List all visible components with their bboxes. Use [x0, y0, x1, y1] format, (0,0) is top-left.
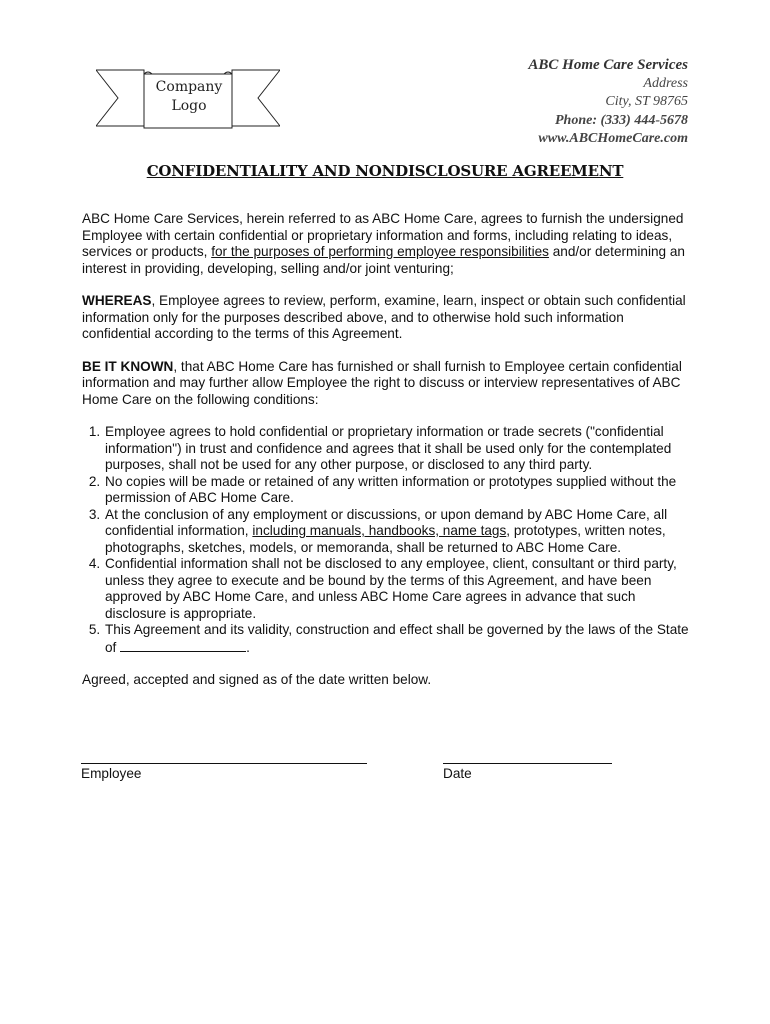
employee-signature-line[interactable] [81, 763, 367, 781]
be-it-known-paragraph: BE IT KNOWN, that ABC Home Care has furnished or shall furnish to Employee certain confidential information and may further allow Employee the right to discuss or interview representatives of ABC Home Care on the following conditions: [82, 358, 682, 407]
whereas-paragraph: WHEREAS, Employee agrees to review, perform, examine, learn, inspect or obtain such confidential information only for the purposes described above, and to otherwise hold such information confidential according to the terms of this Agreement. [82, 293, 686, 341]
closing-statement: Agreed, accepted and signed as of the date written below. [82, 672, 432, 687]
conditions-list [82, 424, 692, 656]
company-name: ABC Home Care Services [528, 57, 688, 73]
date-signature-line[interactable] [443, 763, 612, 781]
company-website: www.ABCHomeCare.com [538, 131, 688, 146]
intro-paragraph: ABC Home Care Services, herein referred to as ABC Home Care, agrees to furnish the undersigned Employee with certain confidential or proprietary information and forms, including relating to ideas, services or products, for the purposes of performing employee responsibilities and/or determining an interest in providing, developing, selling and/or joint venturing; [82, 211, 685, 276]
employee-label: Employee [81, 766, 142, 781]
company-address: Address [643, 75, 688, 91]
condition-item: 4. Confidential information shall not be disclosed to any employee, client, consultant or third party, unless they agree to execute and be bound by the terms of this Agreement, and have been approved by ABC Home Care, and unless ABC Home Care agrees in advance that such disclosure is appropriate. [104, 556, 692, 622]
company-city: City, ST 98765 [605, 94, 688, 109]
condition-item: 1. Employee agrees to hold confidential or proprietary information or trade secrets ("confidential information") in trust and confidence and agrees that it shall be used only for the contemplated purposes, shall not be used for any other purpose, or disclosed to any third party. [104, 424, 692, 474]
condition-item: 5. This Agreement and its validity, construction and effect shall be governed by the laws of the State of . [104, 622, 692, 656]
condition-item: 3. At the conclusion of any employment or discussions, or upon demand by ABC Home Care, all confidential information, including manuals, handbooks, name tags, prototypes, written notes, photographs, sketches, models, or memoranda, shall be returned to ABC Home Care. [104, 507, 692, 557]
purpose-underlined: for the purposes of performing employee responsibilities [211, 244, 549, 259]
agreement-body [82, 211, 692, 705]
logo-placeholder-text: Company Logo [155, 79, 223, 114]
state-blank-field[interactable] [120, 639, 246, 652]
company-phone: Phone: (333) 444-5678 [555, 112, 688, 128]
document-title: CONFIDENTIALITY AND NONDISCLOSURE AGREEMENT [146, 162, 624, 180]
company-info [528, 56, 688, 149]
date-label: Date [443, 766, 472, 781]
condition-item: 2. No copies will be made or retained of any written information or prototypes supplied without the permission of ABC Home Care. [104, 474, 692, 507]
